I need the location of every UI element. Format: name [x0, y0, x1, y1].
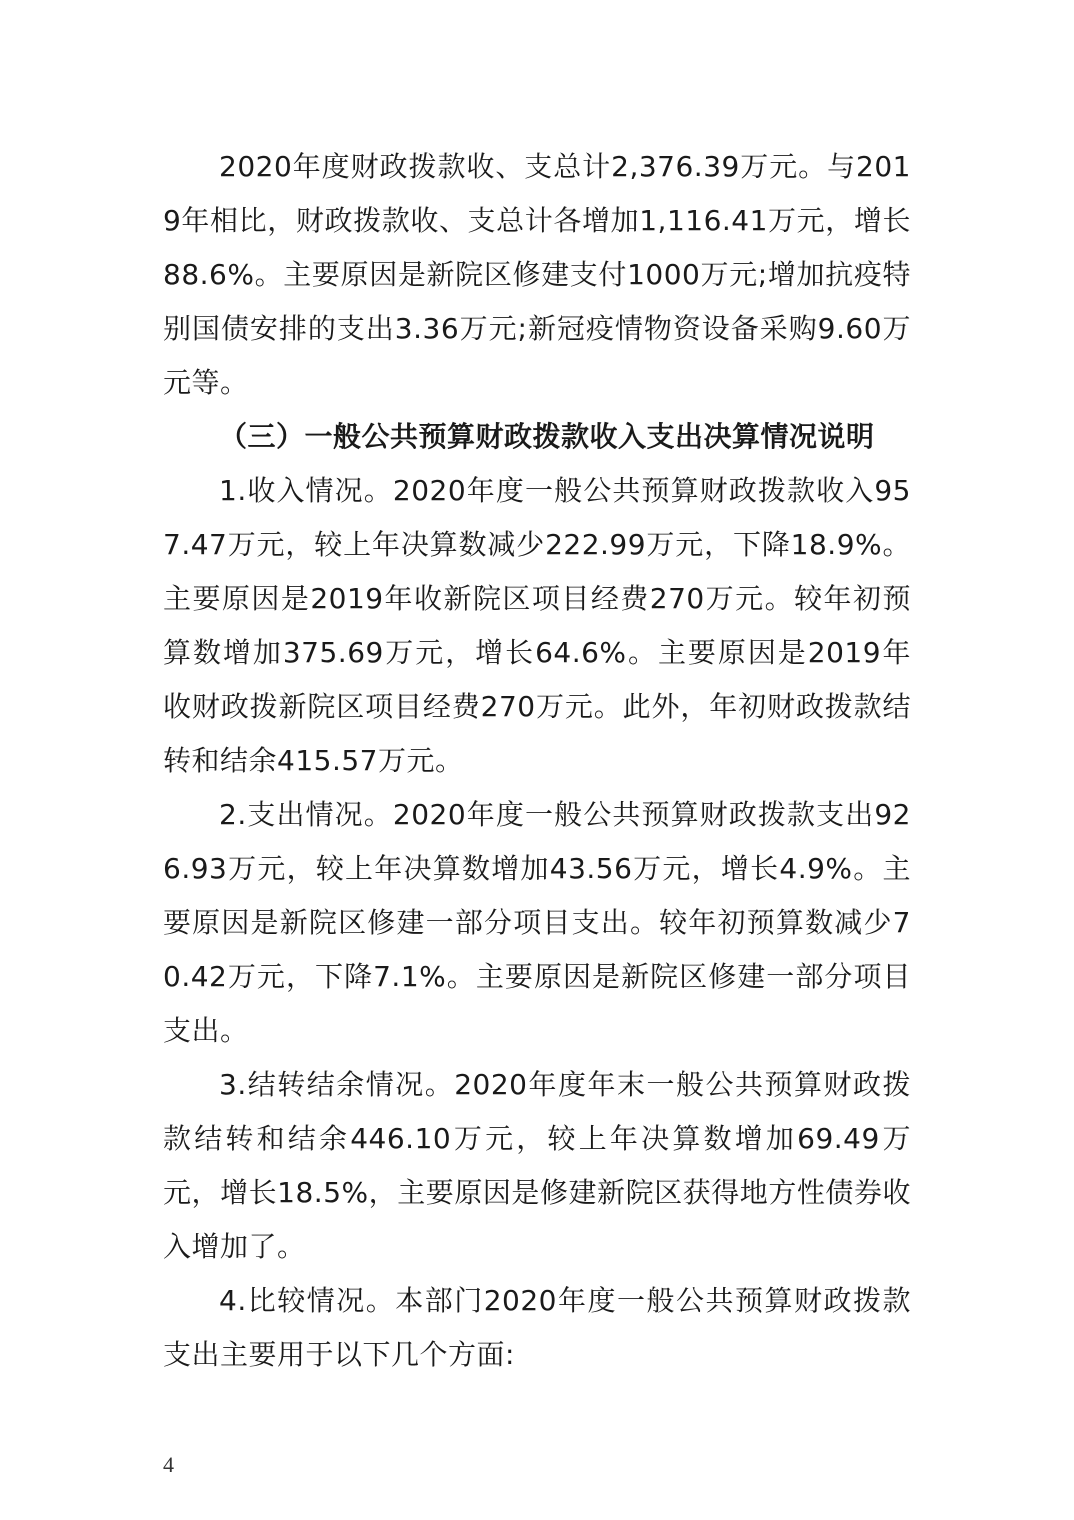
- paragraph-expenditure: 2.支出情况。2020年度一般公共预算财政拨款支出926.93万元，较上年决算数增加43.56万元，增长4.9%。主要原因是新院区修建一部分项目支出。较年初预算数减少70.42万元，下降7.1%。主要原因是新院区修建一部分项目支出。: [163, 798, 911, 1047]
- paragraph-carryover: 3.结转结余情况。2020年度年末一般公共预算财政拨款结转和结余446.10万元，较上年决算数增加69.49万元，增长18.5%，主要原因是修建新院区获得地方性债券收入增加了。: [163, 1068, 911, 1263]
- document-body: [163, 140, 911, 1382]
- paragraph-income: 1.收入情况。2020年度一般公共预算财政拨款收入957.47万元，较上年决算数减少222.99万元，下降18.9%。主要原因是2019年收新院区项目经费270万元。较年初预算数增加375.69万元，增长64.6%。主要原因是2019年收财政拨新院区项目经费270万元。此外，年初财政拨款结转和结余415.57万元。: [163, 474, 911, 777]
- page-number: 4: [163, 1452, 174, 1477]
- paragraph-total-appropriation: 2020年度财政拨款收、支总计2,376.39万元。与2019年相比，财政拨款收、支总计各增加1,116.41万元，增长88.6%。主要原因是新院区修建支付1000万元;增加抗疫特别国债安排的支出3.36万元;新冠疫情物资设备采购9.60万元等。: [163, 150, 911, 399]
- paragraph-comparison: 4.比较情况。本部门2020年度一般公共预算财政拨款支出主要用于以下几个方面:: [163, 1284, 911, 1371]
- section-heading-general-budget: （三）一般公共预算财政拨款收入支出决算情况说明: [219, 420, 875, 453]
